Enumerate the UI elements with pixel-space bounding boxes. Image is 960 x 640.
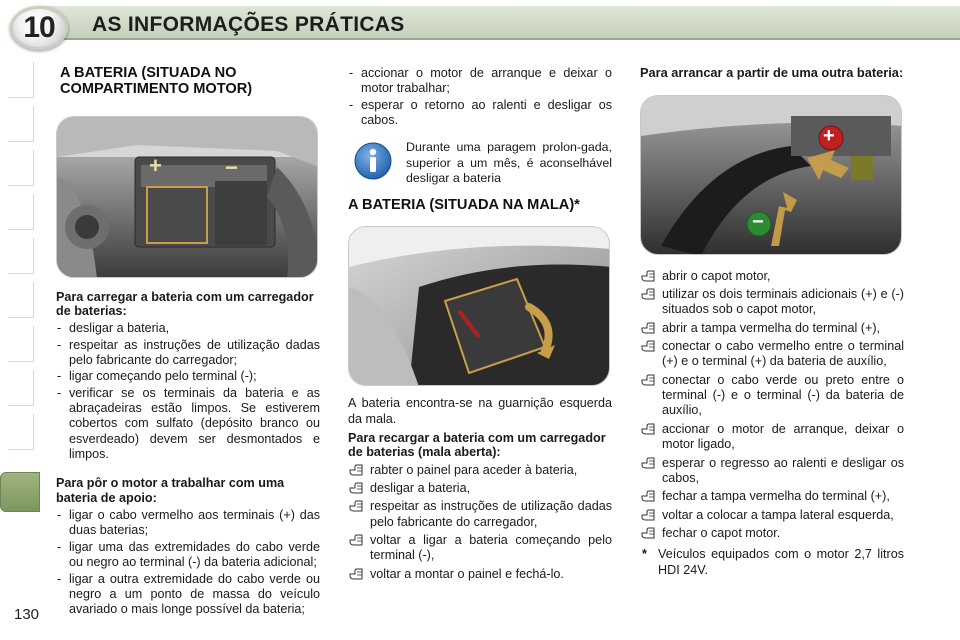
chapter-tab-4[interactable]: [8, 194, 34, 230]
list-item: - ligar uma das extremidades do cabo verde ou negro ao terminal (-) da bateria adicional;: [56, 540, 320, 571]
list-item-text: abrir o capot motor,: [662, 268, 771, 283]
column-trunk-battery: [348, 66, 612, 585]
jump-minus-terminal-label: −: [752, 210, 764, 233]
pointing-hand-icon: [641, 423, 655, 435]
list-item: - ligar começando pelo terminal (-);: [56, 369, 320, 384]
pointing-hand-icon: [641, 340, 655, 352]
list-item-text: rabter o painel para aceder à bateria,: [370, 462, 578, 477]
list-item: [640, 422, 904, 453]
list-item-text: voltar a ligar a bateria começando pelo terminal (-),: [370, 533, 612, 563]
list-item: [348, 499, 612, 530]
pointing-hand-icon: [641, 322, 655, 334]
jump-plus-terminal-label: +: [823, 124, 835, 147]
start-steps-continued: [348, 66, 612, 128]
list-item: - esperar o retorno ao ralenti e desligar os cabos.: [348, 98, 612, 129]
chapter-tab-8[interactable]: [8, 370, 34, 406]
pointing-hand-icon: [349, 534, 363, 546]
list-item: [348, 567, 612, 582]
list-item: [348, 463, 612, 478]
chapter-tabs: [0, 62, 40, 622]
pointing-hand-icon: [641, 270, 655, 282]
pointing-hand-icon: [641, 509, 655, 521]
list-item-text: conectar o cabo vermelho entre o terminal (+) e o terminal (+) da bateria de auxílio,: [662, 339, 904, 369]
list-item: - ligar a outra extremidade do cabo verde ou negro a um ponto de massa do veículo avariado o mais longe possível da bateria;: [56, 572, 320, 618]
pointing-hand-icon: [641, 490, 655, 502]
engine-battery-illustration: [57, 117, 318, 278]
charge-title: Para carregar a bateria com um carregador de baterias:: [56, 289, 314, 318]
chapter-tab-1[interactable]: [8, 62, 34, 98]
jump-terminals-illustration: [641, 96, 902, 255]
pointing-hand-icon: [641, 457, 655, 469]
jump-start-title: Para arrancar a partir de uma outra bateria:: [640, 65, 904, 80]
pointing-hand-icon: [641, 288, 655, 300]
photo-trunk-battery: [348, 226, 610, 386]
pointing-hand-icon: [641, 374, 655, 386]
recharge-steps-list: [348, 463, 612, 583]
column-engine-battery: [56, 66, 320, 619]
pointing-hand-icon: [349, 568, 363, 580]
column-jump-start: [640, 66, 904, 578]
plus-terminal-label: +: [149, 152, 162, 178]
list-item: [640, 508, 904, 523]
list-item-text: voltar a montar o painel e fechá-lo.: [370, 566, 564, 581]
trunk-battery-illustration: [349, 227, 610, 386]
page-number: 130: [14, 606, 40, 623]
info-icon: [354, 142, 392, 180]
jump-start-steps-list: [640, 269, 904, 542]
list-item: [640, 269, 904, 284]
chapter-tab-7[interactable]: [8, 326, 34, 362]
list-item: [348, 533, 612, 564]
chapter-number-badge: 10: [10, 6, 68, 50]
list-item: [640, 339, 904, 370]
list-item-text: utilizar os dois terminais adicionais (+) e (-) situados sob o capot motor,: [662, 286, 904, 317]
start-steps-list: [56, 508, 320, 618]
list-item: [640, 373, 904, 419]
list-item: [640, 287, 904, 318]
pointing-hand-icon: [349, 482, 363, 494]
footnote-text: Veículos equipados com o motor 2,7 litros HDI 24V.: [658, 547, 904, 577]
chapter-title: AS INFORMAÇÕES PRÁTICAS: [92, 13, 405, 36]
list-item-text: accionar o motor de arranque, deixar o motor ligado,: [662, 421, 904, 452]
chapter-tab-2[interactable]: [8, 106, 34, 142]
chapter-tab-6[interactable]: [8, 282, 34, 318]
start-title: Para pôr o motor a trabalhar com uma bateria de apoio:: [56, 476, 285, 505]
list-item-text: esperar o regresso ao ralenti e desligar os cabos,: [662, 455, 904, 485]
list-item: [348, 481, 612, 496]
list-item: - ligar o cabo vermelho aos terminais (+) das duas baterias;: [56, 508, 320, 539]
list-item: [640, 321, 904, 336]
list-item: [640, 489, 904, 504]
list-item: - desligar a bateria,: [56, 321, 320, 336]
list-item-text: fechar a tampa vermelha do terminal (+),: [662, 489, 890, 504]
page-header: [0, 0, 960, 48]
list-item-text: abrir a tampa vermelha do terminal (+),: [662, 320, 881, 335]
list-item: - accionar o motor de arranque e deixar o motor trabalhar;: [348, 66, 612, 97]
list-item-text: voltar a colocar a tampa lateral esquerda,: [662, 507, 894, 522]
photo-engine-battery: [56, 116, 318, 278]
pointing-hand-icon: [349, 464, 363, 476]
list-item-text: fechar o capot motor.: [662, 525, 781, 540]
chapter-tab-3[interactable]: [8, 150, 34, 186]
battery-location-text: A bateria encontra-se na guarnição esquerda da mala.: [348, 396, 612, 426]
section-title-engine-battery: A BATERIA (SITUADA NO COMPARTIMENTO MOTOR): [60, 65, 253, 97]
list-item-text: respeitar as instruções de utilização dadas pelo fabricante do carregador,: [370, 499, 612, 529]
list-item: [640, 456, 904, 487]
footnote-mark: *: [642, 547, 647, 562]
list-item-text: desligar a bateria,: [370, 480, 471, 495]
charge-steps-list: [56, 321, 320, 462]
chapter-tab-10-active[interactable]: [0, 472, 40, 512]
chapter-tab-5[interactable]: [8, 238, 34, 274]
list-item: - respeitar as instruções de utilização dadas pelo fabricante do carregador;: [56, 338, 320, 369]
photo-jump-terminals: [640, 95, 902, 255]
section-title-trunk-battery: A BATERIA (SITUADA NA MALA)*: [348, 197, 580, 214]
recharge-title: Para recargar a bateria com um carregador de baterias (mala aberta):: [348, 430, 606, 460]
list-item: - verificar se os terminais da bateria e as abraçadeiras estão limpos. Se estiverem cobertos com sulfato (depósito branco ou esverdeado) devem ser desmontados e limpos.: [56, 386, 320, 463]
footnote: [640, 547, 904, 578]
list-item: [640, 526, 904, 541]
info-note-text: Durante uma paragem prolon-gada, superior a um mês, é aconselhável desligar a bateria: [406, 140, 612, 185]
list-item-text: conectar o cabo verde ou preto entre o terminal (-) e o terminal (-) da bateria de auxílio,: [662, 372, 904, 418]
info-note: [348, 140, 612, 186]
chapter-tab-9[interactable]: [8, 414, 34, 450]
pointing-hand-icon: [641, 527, 655, 539]
minus-terminal-label: −: [225, 154, 238, 180]
pointing-hand-icon: [349, 500, 363, 512]
